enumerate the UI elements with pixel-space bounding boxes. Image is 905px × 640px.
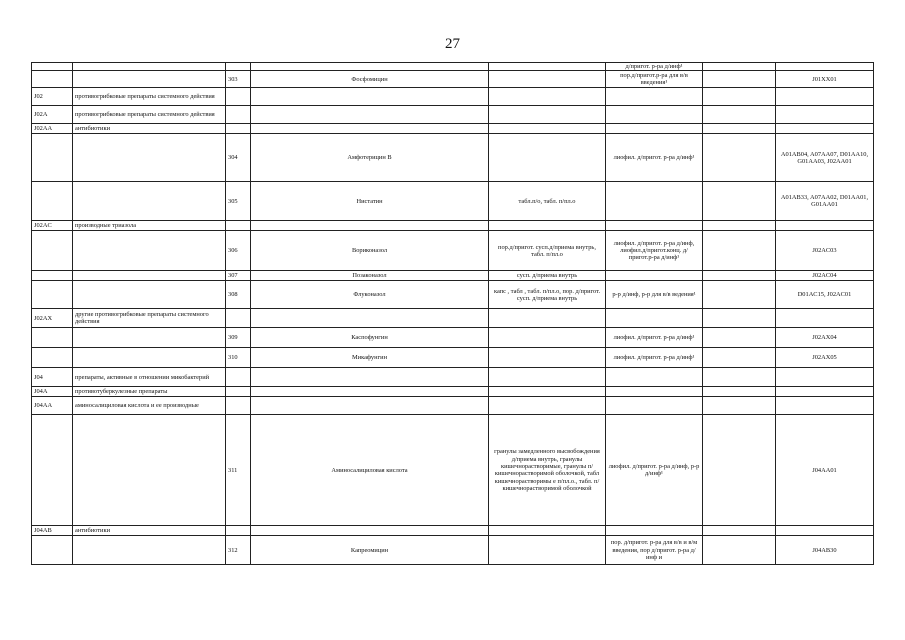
atc-group-code-cell: J04 bbox=[32, 368, 73, 387]
table-row bbox=[32, 106, 874, 124]
dosage-form-cell bbox=[489, 328, 606, 348]
atc-group-code-cell bbox=[32, 328, 73, 348]
drug-name-cell: Позаконазол bbox=[251, 271, 489, 281]
group-name-cell: другие противогрибковые препараты системного действия bbox=[73, 309, 226, 328]
table-row bbox=[32, 397, 874, 415]
group-name-cell bbox=[73, 63, 226, 71]
atc-group-code-cell: J04AA bbox=[32, 397, 73, 415]
drug-name-cell: Микафунгин bbox=[251, 348, 489, 368]
atc-code-cell bbox=[776, 387, 874, 397]
atc-group-code-cell bbox=[32, 281, 73, 309]
atc-group-code-cell bbox=[32, 231, 73, 271]
group-name-cell bbox=[73, 415, 226, 526]
group-name-cell bbox=[73, 348, 226, 368]
table-row bbox=[32, 63, 874, 71]
item-number-cell bbox=[226, 124, 251, 134]
item-number-cell: 304 bbox=[226, 134, 251, 182]
atc-code-cell: J04AB30 bbox=[776, 536, 874, 565]
group-name-cell bbox=[73, 536, 226, 565]
item-number-cell bbox=[226, 526, 251, 536]
atc-code-cell: J02AX04 bbox=[776, 328, 874, 348]
drug-name-cell bbox=[251, 221, 489, 231]
atc-group-code-cell bbox=[32, 134, 73, 182]
table-row bbox=[32, 88, 874, 106]
group-name-cell: противогрибковые препараты системного действия bbox=[73, 106, 226, 124]
dosage-form-cell bbox=[489, 71, 606, 88]
atc-group-code-cell bbox=[32, 63, 73, 71]
item-number-cell bbox=[226, 387, 251, 397]
drug-name-cell: Каспофунгин bbox=[251, 328, 489, 348]
group-name-cell bbox=[73, 271, 226, 281]
notes-cell bbox=[703, 415, 776, 526]
drug-name-cell: Капреомицин bbox=[251, 536, 489, 565]
atc-code-cell bbox=[776, 63, 874, 71]
table-row bbox=[32, 415, 874, 526]
dosage-form-cell bbox=[489, 526, 606, 536]
item-number-cell: 308 bbox=[226, 281, 251, 309]
drug-name-cell: Нистатин bbox=[251, 182, 489, 221]
item-number-cell bbox=[226, 368, 251, 387]
hospital-form-cell: лиофил. д/пригот. р-ра д/инф, р-р д/инф¹ bbox=[606, 415, 703, 526]
drug-name-cell bbox=[251, 397, 489, 415]
drug-name-cell bbox=[251, 124, 489, 134]
atc-code-cell: J02AC04 bbox=[776, 271, 874, 281]
dosage-form-cell: пор.д/пригот. сусп.д/приема внутрь, табл. п/пл.о bbox=[489, 231, 606, 271]
hospital-form-cell bbox=[606, 88, 703, 106]
table-row bbox=[32, 231, 874, 271]
atc-code-cell: J02AX05 bbox=[776, 348, 874, 368]
hospital-form-cell: пор.д/пригот.р-ра для в/в введения¹ bbox=[606, 71, 703, 88]
hospital-form-cell bbox=[606, 526, 703, 536]
atc-group-code-cell: J02AA bbox=[32, 124, 73, 134]
table-row bbox=[32, 309, 874, 328]
table-row bbox=[32, 281, 874, 309]
drug-name-cell bbox=[251, 368, 489, 387]
atc-code-cell bbox=[776, 526, 874, 536]
table-row bbox=[32, 536, 874, 565]
atc-code-cell: J01XX01 bbox=[776, 71, 874, 88]
drug-name-cell: Аминосалициловая кислота bbox=[251, 415, 489, 526]
table-row bbox=[32, 124, 874, 134]
notes-cell bbox=[703, 368, 776, 387]
hospital-form-cell: р-р д/инф, р-р для в/в ведения¹ bbox=[606, 281, 703, 309]
notes-cell bbox=[703, 88, 776, 106]
notes-cell bbox=[703, 348, 776, 368]
hospital-form-cell: д/пригот. р-ра д/инф¹ bbox=[606, 63, 703, 71]
dosage-form-cell bbox=[489, 397, 606, 415]
hospital-form-cell bbox=[606, 387, 703, 397]
atc-group-code-cell: J02 bbox=[32, 88, 73, 106]
notes-cell bbox=[703, 387, 776, 397]
hospital-form-cell: лиофил. д/пригот. р-ра д/инф¹ bbox=[606, 134, 703, 182]
atc-code-cell: J02AC03 bbox=[776, 231, 874, 271]
item-number-cell bbox=[226, 309, 251, 328]
atc-group-code-cell bbox=[32, 536, 73, 565]
dosage-form-cell bbox=[489, 368, 606, 387]
item-number-cell bbox=[226, 63, 251, 71]
atc-code-cell bbox=[776, 397, 874, 415]
drug-name-cell: Флуконазол bbox=[251, 281, 489, 309]
group-name-cell: аминосалициловая кислота и ее производные bbox=[73, 397, 226, 415]
atc-code-cell: A01AB04, A07AA07, D01AA10, G01AA03, J02AA01 bbox=[776, 134, 874, 182]
drug-name-cell bbox=[251, 63, 489, 71]
group-name-cell bbox=[73, 328, 226, 348]
hospital-form-cell: лиофил. д/пригот. р-ра д/инф¹ bbox=[606, 328, 703, 348]
item-number-cell: 312 bbox=[226, 536, 251, 565]
group-name-cell: антибиотики bbox=[73, 526, 226, 536]
item-number-cell bbox=[226, 397, 251, 415]
hospital-form-cell bbox=[606, 309, 703, 328]
notes-cell bbox=[703, 124, 776, 134]
group-name-cell: производные триазола bbox=[73, 221, 226, 231]
atc-group-code-cell: J02AC bbox=[32, 221, 73, 231]
table-row bbox=[32, 182, 874, 221]
atc-group-code-cell: J02AX bbox=[32, 309, 73, 328]
hospital-form-cell bbox=[606, 397, 703, 415]
page-number: 27 bbox=[445, 36, 460, 52]
item-number-cell bbox=[226, 221, 251, 231]
group-name-cell bbox=[73, 281, 226, 309]
dosage-form-cell: гранулы замедленного высвобождения д/приема внутрь, гранулы кишечнорастворимые, гранулы п/кишечнорастворимой оболочкой, табл кишечнорастворимы е п/пл.о., табл. п/кишечнорастворимой оболочкой bbox=[489, 415, 606, 526]
notes-cell bbox=[703, 397, 776, 415]
atc-code-cell: A01AB33, A07AA02, D01AA01, G01AA01 bbox=[776, 182, 874, 221]
table-row bbox=[32, 348, 874, 368]
group-name-cell bbox=[73, 134, 226, 182]
drug-name-cell bbox=[251, 309, 489, 328]
group-name-cell bbox=[73, 71, 226, 88]
group-name-cell bbox=[73, 182, 226, 221]
notes-cell bbox=[703, 221, 776, 231]
item-number-cell: 303 bbox=[226, 71, 251, 88]
item-number-cell: 306 bbox=[226, 231, 251, 271]
item-number-cell: 305 bbox=[226, 182, 251, 221]
atc-code-cell bbox=[776, 106, 874, 124]
notes-cell bbox=[703, 328, 776, 348]
atc-code-cell: J04AA01 bbox=[776, 415, 874, 526]
atc-group-code-cell bbox=[32, 348, 73, 368]
notes-cell bbox=[703, 526, 776, 536]
hospital-form-cell bbox=[606, 368, 703, 387]
hospital-form-cell bbox=[606, 106, 703, 124]
notes-cell bbox=[703, 106, 776, 124]
table-row bbox=[32, 271, 874, 281]
atc-group-code-cell bbox=[32, 71, 73, 88]
atc-code-cell bbox=[776, 221, 874, 231]
dosage-form-cell: капс , табл , табл. п/пл.о, пор. д/пригот. сусп. д/приема внутрь bbox=[489, 281, 606, 309]
notes-cell bbox=[703, 71, 776, 88]
atc-group-code-cell bbox=[32, 271, 73, 281]
dosage-form-cell bbox=[489, 348, 606, 368]
item-number-cell bbox=[226, 106, 251, 124]
drug-name-cell bbox=[251, 88, 489, 106]
drug-name-cell: Вориконазол bbox=[251, 231, 489, 271]
table-row bbox=[32, 134, 874, 182]
dosage-form-cell bbox=[489, 134, 606, 182]
table-row bbox=[32, 221, 874, 231]
hospital-form-cell bbox=[606, 271, 703, 281]
dosage-form-cell: сусп. д/приема внутрь bbox=[489, 271, 606, 281]
drug-name-cell: Фосфомицин bbox=[251, 71, 489, 88]
dosage-form-cell bbox=[489, 309, 606, 328]
hospital-form-cell bbox=[606, 124, 703, 134]
group-name-cell: антибиотики bbox=[73, 124, 226, 134]
notes-cell bbox=[703, 231, 776, 271]
hospital-form-cell bbox=[606, 221, 703, 231]
table-row bbox=[32, 526, 874, 536]
drug-name-cell bbox=[251, 526, 489, 536]
item-number-cell: 310 bbox=[226, 348, 251, 368]
item-number-cell bbox=[226, 88, 251, 106]
atc-code-cell bbox=[776, 88, 874, 106]
dosage-form-cell bbox=[489, 536, 606, 565]
hospital-form-cell: лиофил. д/пригот. р-ра д/инф, лиофил.д/пригот.конц. д/пригот.р-ра д/инф¹ bbox=[606, 231, 703, 271]
hospital-form-cell bbox=[606, 182, 703, 221]
drug-name-cell: Амфотерицин В bbox=[251, 134, 489, 182]
group-name-cell: противогрибковые препараты системного действия bbox=[73, 88, 226, 106]
item-number-cell: 307 bbox=[226, 271, 251, 281]
dosage-form-cell bbox=[489, 106, 606, 124]
dosage-form-cell bbox=[489, 124, 606, 134]
notes-cell bbox=[703, 63, 776, 71]
atc-group-code-cell: J04AB bbox=[32, 526, 73, 536]
notes-cell bbox=[703, 309, 776, 328]
drug-name-cell bbox=[251, 387, 489, 397]
notes-cell bbox=[703, 182, 776, 221]
item-number-cell: 311 bbox=[226, 415, 251, 526]
atc-group-code-cell bbox=[32, 415, 73, 526]
atc-group-code-cell: J04A bbox=[32, 387, 73, 397]
atc-code-cell: D01AC15, J02AC01 bbox=[776, 281, 874, 309]
dosage-form-cell bbox=[489, 221, 606, 231]
dosage-form-cell bbox=[489, 88, 606, 106]
dosage-form-cell bbox=[489, 63, 606, 71]
drug-list-table bbox=[31, 62, 874, 565]
notes-cell bbox=[703, 271, 776, 281]
table-row bbox=[32, 368, 874, 387]
table-row bbox=[32, 71, 874, 88]
atc-code-cell bbox=[776, 124, 874, 134]
dosage-form-cell: табл.п/о, табл. п/пл.о bbox=[489, 182, 606, 221]
atc-code-cell bbox=[776, 309, 874, 328]
group-name-cell bbox=[73, 231, 226, 271]
atc-group-code-cell: J02A bbox=[32, 106, 73, 124]
hospital-form-cell: лиофил. д/пригот. р-ра д/инф¹ bbox=[606, 348, 703, 368]
dosage-form-cell bbox=[489, 387, 606, 397]
group-name-cell: препараты, активные в отношении микобактерий bbox=[73, 368, 226, 387]
hospital-form-cell: пор. д/пригот. р-ра для в/в и в/м введения, пор д/пригот. р-ра д/инф и bbox=[606, 536, 703, 565]
atc-code-cell bbox=[776, 368, 874, 387]
item-number-cell: 309 bbox=[226, 328, 251, 348]
notes-cell bbox=[703, 281, 776, 309]
notes-cell bbox=[703, 134, 776, 182]
notes-cell bbox=[703, 536, 776, 565]
drug-name-cell bbox=[251, 106, 489, 124]
table-row bbox=[32, 387, 874, 397]
table-row bbox=[32, 328, 874, 348]
group-name-cell: противотуберкулезные препараты bbox=[73, 387, 226, 397]
atc-group-code-cell bbox=[32, 182, 73, 221]
